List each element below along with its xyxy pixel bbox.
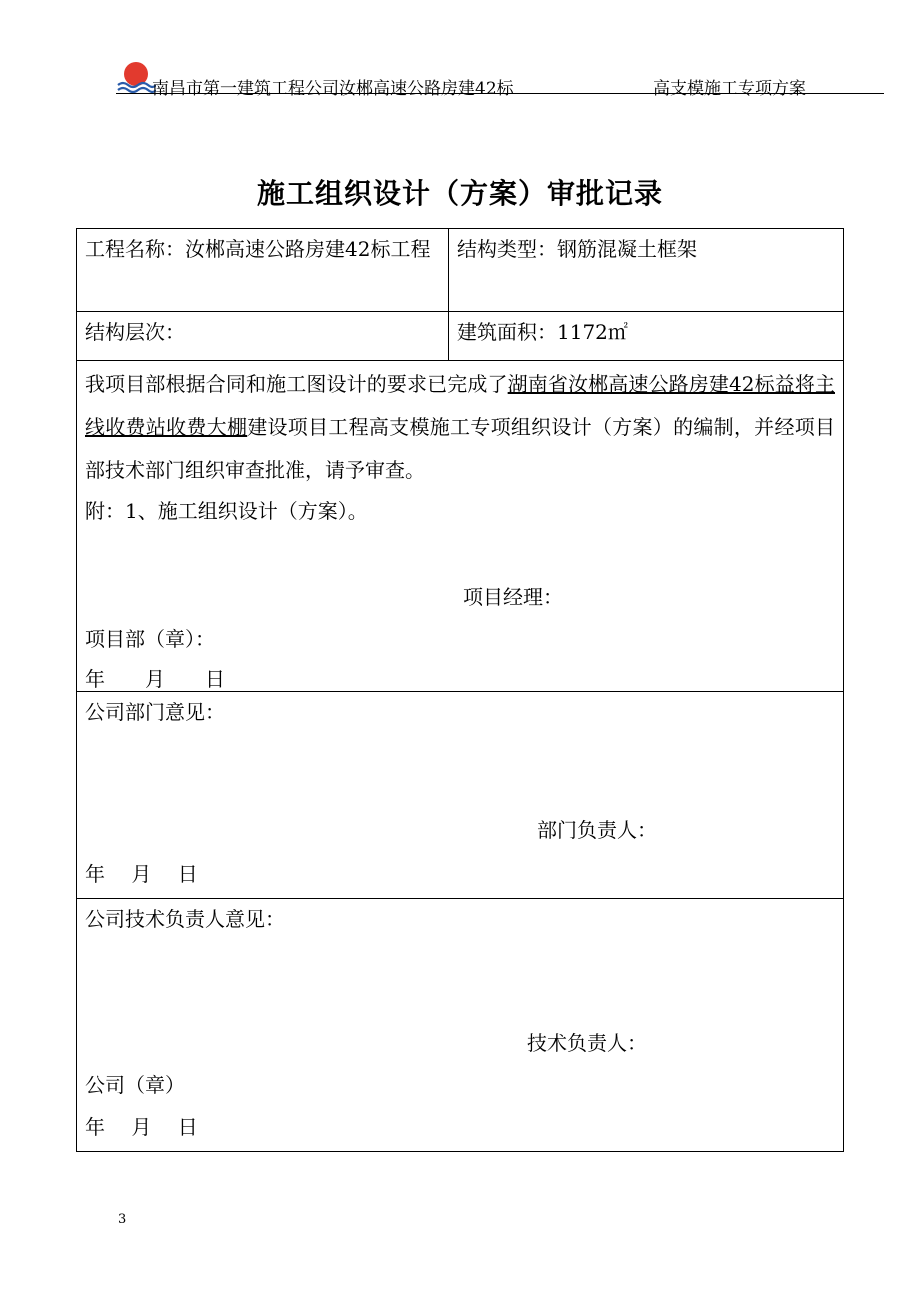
application-paragraph [85, 361, 835, 492]
structure-type-text: 结构类型：钢筋混凝土框架 [457, 237, 697, 261]
application-cell [77, 361, 844, 692]
table-row-company-dept [77, 692, 844, 899]
application-text-after: 建设项目工程高支模施工专项组织设计（方案）的编制，并经项目部技术部门组织审查批准，请予审查。 [85, 415, 836, 482]
document-title: 施工组织设计（方案）审批记录 [256, 177, 663, 210]
company-dept-cell [77, 692, 844, 899]
application-text-before: 我项目部根据合同和施工图设计的要求已完成了 [85, 372, 508, 396]
project-name-text: 工程名称：汝郴高速公路房建42标工程 [85, 237, 431, 261]
header-company-project: 南昌市第一建筑工程公司汝郴高速公路房建42标 [152, 79, 514, 99]
table-row-project-info [77, 229, 844, 312]
header-document-type: 高支模施工专项方案 [653, 79, 806, 99]
company-seal-label: 公司（章） [85, 1073, 185, 1097]
application-date: 年 月 日 [85, 667, 225, 691]
table-row-application [77, 361, 844, 692]
tech-lead-signer-label: 技术负责人： [527, 1031, 647, 1055]
structure-levels-cell [77, 312, 449, 361]
dept-head-label: 部门负责人： [537, 818, 657, 842]
project-name-cell [77, 229, 449, 312]
company-dept-opinion-label: 公司部门意见： [85, 700, 225, 724]
company-dept-date: 年 月 日 [85, 862, 198, 886]
table-row-tech-lead [77, 899, 844, 1152]
project-manager-label: 项目经理： [463, 585, 563, 609]
page-number: 3 [118, 1212, 127, 1227]
attachment-line: 附：1、施工组织设计（方案）。 [85, 499, 368, 523]
page-header [116, 60, 884, 99]
project-dept-seal-label: 项目部（章）： [85, 627, 215, 651]
tech-lead-opinion-label: 公司技术负责人意见： [85, 907, 285, 931]
approval-record-table [76, 228, 844, 1152]
tech-lead-cell [77, 899, 844, 1152]
structure-type-cell [449, 229, 844, 312]
building-area-cell [449, 312, 844, 361]
building-area-text: 建筑面积：1172㎡ [457, 320, 628, 344]
tech-lead-date: 年 月 日 [85, 1115, 198, 1139]
header-divider [116, 93, 884, 94]
table-row-structure-info [77, 312, 844, 361]
company-logo-icon [116, 60, 156, 94]
project-title-underlined: 湖南省汝郴高速公路房建42标益将主线收费站收费大棚 [85, 372, 835, 439]
structure-levels-text: 结构层次： [85, 320, 185, 344]
